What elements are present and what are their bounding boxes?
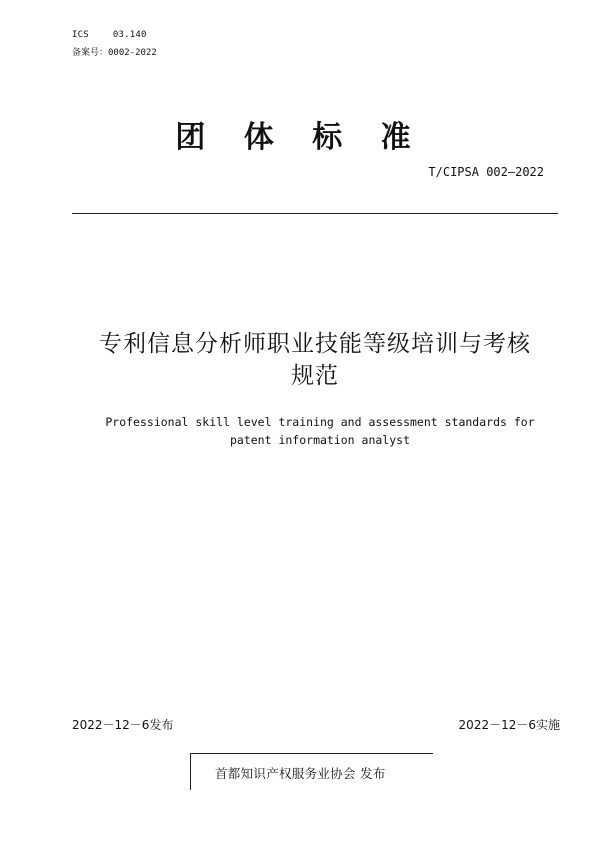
standard-number: T/CIPSA 002—2022 xyxy=(428,165,544,179)
standard-type-heading: 团 体 标 准 xyxy=(175,120,425,155)
chinese-title-line2: 规范 xyxy=(291,363,339,389)
english-title xyxy=(70,413,570,449)
ics-line xyxy=(72,30,147,40)
publisher-name: 首都知识产权服务业协会 发布 xyxy=(215,766,386,781)
issue-date: 2022－12－6发布 xyxy=(72,718,174,732)
implementation-date: 2022－12－6实施 xyxy=(458,718,560,732)
chinese-title xyxy=(60,328,570,392)
english-title-line1: Professional skill level training and assessment standards for xyxy=(105,415,535,429)
record-number: 备案号：0002-2022 xyxy=(72,48,157,58)
ics-label: ICS xyxy=(72,30,89,40)
english-title-line2: patent information analyst xyxy=(229,433,410,447)
header-divider xyxy=(72,213,558,214)
ics-code: 03.140 xyxy=(112,30,147,40)
chinese-title-line1: 专利信息分析师职业技能等级培训与考核 xyxy=(99,331,531,357)
